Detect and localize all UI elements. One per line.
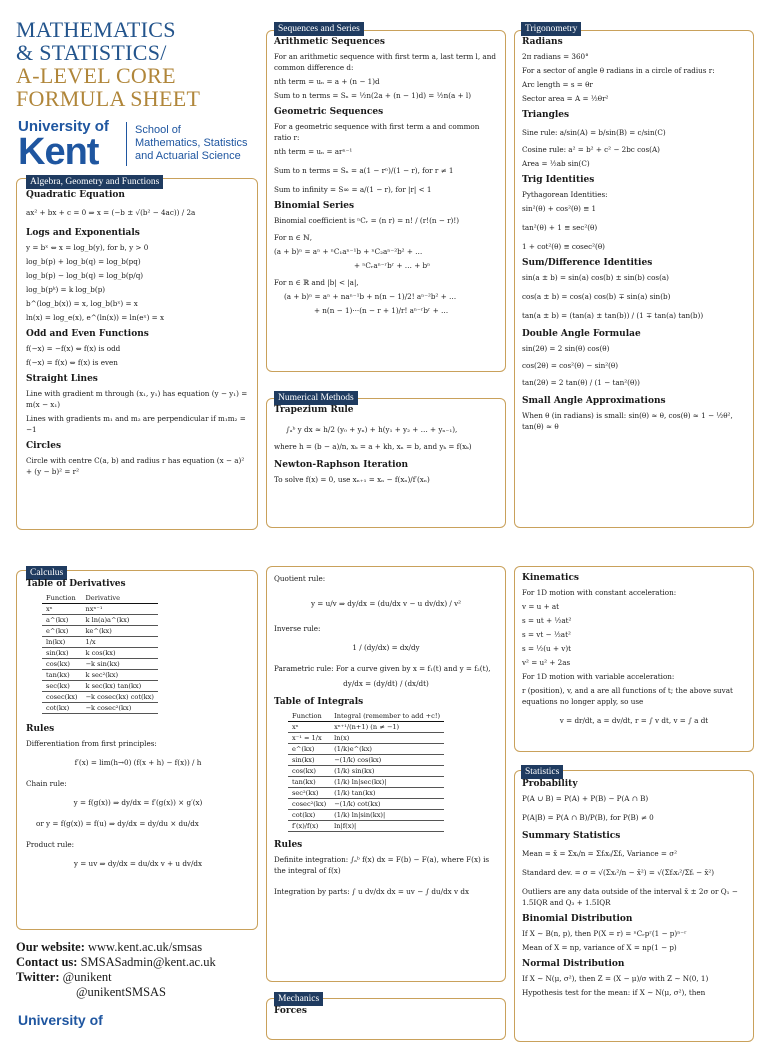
section-heading: Quadratic Equation xyxy=(26,190,125,200)
formula: Line with gradient m through (x₁, y₁) has equation (y − y₁) = m(x − x₁) xyxy=(26,389,248,409)
table-cell: k ln(a)a^(kx) xyxy=(82,615,158,626)
formula: y = bˣ ⇔ x = log_b(y), for b, y > 0 xyxy=(26,243,149,252)
formula: Cosine rule: a² = b² + c² − 2bc cos(A) xyxy=(522,145,660,154)
table-cell: ln(kx) xyxy=(42,637,82,648)
formula: Sum to n terms = Sₙ = ½n(2a + (n − 1)d) = ½n(a + l) xyxy=(274,91,471,100)
section-heading: Radians xyxy=(522,37,563,47)
formula: (a + b)ⁿ = aⁿ + ⁿC₁aⁿ⁻¹b + ⁿC₂aⁿ⁻²b² + … xyxy=(274,247,423,256)
formula: + n(n − 1)···(n − r + 1)/r! aⁿ⁻ʳbʳ + … xyxy=(314,306,449,315)
table-cell: x⁻¹ = 1/x xyxy=(288,733,330,744)
formula: Sine rule: a/sin(A) = b/sin(B) = c/sin(C) xyxy=(522,128,666,137)
page-title xyxy=(16,18,246,110)
formula: log_b(pᵏ) = k log_b(p) xyxy=(26,285,106,294)
formula: To solve f(x) = 0, use xₙ₊₁ = xₙ − f(xₙ)/f′(xₙ) xyxy=(274,475,430,484)
table-row xyxy=(42,703,158,714)
calculus-content xyxy=(26,579,250,877)
formula: sin²(θ) + cos²(θ) ≡ 1 xyxy=(522,204,597,213)
table-row xyxy=(42,670,158,681)
formula: Sum to n terms = Sₙ = a(1 − rⁿ)/(1 − r), for r ≠ 1 xyxy=(274,166,454,175)
formula: 1 + cot²(θ) ≡ cosec²(θ) xyxy=(522,242,605,251)
footer-logo: University of xyxy=(18,1012,103,1028)
table-cell: k cos(kx) xyxy=(82,648,158,659)
title-line: FORMULA SHEET xyxy=(16,86,201,111)
logo-divider xyxy=(126,122,127,166)
text: Differentiation from first principles: xyxy=(26,739,157,748)
text: For an arithmetic sequence with first term a, last term l, and common difference d: xyxy=(274,52,496,72)
text: For 1D motion with constant acceleration: xyxy=(522,588,677,597)
formula: Area = ½ab sin(C) xyxy=(522,159,590,168)
section-heading: Arithmetic Sequences xyxy=(274,37,385,47)
formula: f(−x) = −f(x) ⇔ f(x) is odd xyxy=(26,344,121,353)
table-cell: sin(kx) xyxy=(288,755,330,766)
table-cell: −(1/k) cot(kx) xyxy=(330,799,444,810)
text: Pythagorean Identities: xyxy=(522,190,608,199)
table-cell: cosec²(kx) xyxy=(288,799,330,810)
twitter-label: Twitter: xyxy=(16,970,60,984)
text: Quotient rule: xyxy=(274,574,326,583)
table-row xyxy=(42,637,158,648)
formula: dy/dx = (dy/dt) / (dx/dt) xyxy=(343,679,429,688)
table-cell: (1/k)e^(kx) xyxy=(330,744,444,755)
text: For a geometric sequence with first term a and common ratio r: xyxy=(274,122,480,142)
formula: v = dr/dt, a = dv/dt, r = ∫ v dt, v = ∫ a dt xyxy=(559,716,709,725)
section-heading: Rules xyxy=(274,840,303,850)
logo-school-name xyxy=(135,124,247,163)
formula: Sector area = A = ½θr² xyxy=(522,94,609,103)
formula: ax² + bx + c = 0 ⇒ x = (−b ± √(b² − 4ac)) / 2a xyxy=(26,208,196,217)
table-row xyxy=(288,744,444,755)
formula: sin(a ± b) = sin(a) cos(b) ± sin(b) cos(a) xyxy=(522,273,669,282)
formula: P(A ∪ B) = P(A) + P(B) − P(A ∩ B) xyxy=(522,794,649,803)
formula: tan(2θ) = 2 tan(θ) / (1 − tan²(θ)) xyxy=(522,378,640,387)
formula: y = u/v ⇒ dy/dx = (du/dx v − u dv/dx) / v² xyxy=(310,599,462,608)
formula: f′(x) = lim(h→0) (f(x + h) − f(x)) / h xyxy=(74,758,202,767)
table-row xyxy=(288,777,444,788)
formula: f(−x) = f(x) ⇔ f(x) is even xyxy=(26,358,118,367)
table-cell: ke^(kx) xyxy=(82,626,158,637)
section-heading: Newton-Raphson Iteration xyxy=(274,460,409,470)
table-cell: cos(kx) xyxy=(288,766,330,777)
section-heading: Table of Integrals xyxy=(274,697,364,707)
table-cell: (1/k) ln|sec(kx)| xyxy=(330,777,444,788)
table-row xyxy=(288,766,444,777)
formula: b^(log_b(x)) = x, log_b(bˣ) = x xyxy=(26,299,138,308)
table-cell: −k sin(kx) xyxy=(82,659,158,670)
formula: or y = f(g(x)) = f(u) ⇒ dy/dx = dy/du × du/dx xyxy=(36,819,199,828)
text: Hypothesis test for the mean: if X ∼ N(μ, σ²), then xyxy=(522,988,706,997)
section-heading: Probability xyxy=(522,779,578,789)
formula: s = ½(u + v)t xyxy=(522,644,572,653)
formula: Binomial coefficient is ⁿCᵣ = (n r) = n! / (r!(n − r)!) xyxy=(274,216,460,225)
section-heading: Odd and Even Functions xyxy=(26,329,149,339)
text: For a sector of angle θ radians in a circle of radius r: xyxy=(522,66,715,75)
table-row xyxy=(288,722,444,733)
website-label: Our website: xyxy=(16,940,85,954)
table-cell: f′(x)/f(x) xyxy=(288,821,330,832)
formula: s = ut + ½at² xyxy=(522,616,572,625)
formula: nth term = uₙ = a + (n − 1)d xyxy=(274,77,380,86)
twitter-link[interactable]: @unikentSMSAS xyxy=(76,985,167,999)
section-heading: Logs and Exponentials xyxy=(26,228,140,238)
formula: tan²(θ) + 1 ≡ sec²(θ) xyxy=(522,223,598,232)
formula: nth term = uₙ = arⁿ⁻¹ xyxy=(274,147,353,156)
table-row xyxy=(42,681,158,692)
title-line: & STATISTICS/ xyxy=(16,40,167,65)
section-heading: Table of Derivatives xyxy=(26,579,126,589)
table-cell: k sec²(kx) xyxy=(82,670,158,681)
formula: If X ∼ N(μ, σ²), then Z = (X − μ)/σ with Z ∼ N(0, 1) xyxy=(522,974,709,983)
table-cell: −k cosec(kx) cot(kx) xyxy=(82,692,158,703)
formula: Definite integration: ∫ₐᵇ f(x) dx = F(b) − F(a), where F(x) is the integral of f(x) xyxy=(274,855,490,875)
formula: + ⁿCᵣaⁿ⁻ʳbʳ + … + bⁿ xyxy=(354,261,431,270)
table-cell: ln(x) xyxy=(330,733,444,744)
logo-word-university: University of xyxy=(18,118,109,135)
table-cell: a^(kx) xyxy=(42,615,82,626)
text: For n ∈ ℕ, xyxy=(274,233,313,242)
table-row xyxy=(42,604,158,615)
table-cell: tan(kx) xyxy=(288,777,330,788)
table-cell: sec²(kx) xyxy=(288,788,330,799)
table-row xyxy=(288,788,444,799)
formula: tan(a ± b) = (tan(a) ± tan(b)) / (1 ∓ tan(a) tan(b)) xyxy=(522,311,704,320)
contact-block xyxy=(16,940,256,1000)
formula: ∫ₐᵇ y dx ≈ h/2 (y₀ + yₙ) + h(y₁ + y₂ + … + yₙ₋₁), xyxy=(286,425,458,434)
table-cell: ln|f(x)| xyxy=(330,821,444,832)
table-header: Function xyxy=(288,711,330,722)
table-header: Integral (remember to add +c!) xyxy=(330,711,444,722)
table-row xyxy=(42,648,158,659)
formula: log_b(p) − log_b(q) = log_b(p/q) xyxy=(26,271,144,280)
table-row xyxy=(42,659,158,670)
section-heading: Double Angle Formulae xyxy=(522,329,641,339)
section-heading: Sum/Difference Identities xyxy=(522,258,653,268)
formula: where h = (b − a)/n, xₖ = a + kh, xₙ = b, and yₖ = f(xₖ) xyxy=(274,442,472,451)
numerical-tab: Numerical Methods xyxy=(274,391,358,405)
mechanics-tab: Mechanics xyxy=(274,992,323,1006)
school-line: School of xyxy=(135,124,181,136)
sequences-tab: Sequences and Series xyxy=(274,22,364,36)
section-heading: Trapezium Rule xyxy=(274,405,354,415)
text: Outliers are any data outside of the interval x̄ ± 2σ or Q₁ − 1.5IQR and Q₃ + 1.5IQR xyxy=(522,887,738,907)
table-header: Derivative xyxy=(82,593,158,604)
table-row xyxy=(288,821,444,832)
formula: ln(x) = log_e(x), e^(ln(x)) = ln(eˣ) = x xyxy=(26,313,165,322)
table-row xyxy=(288,733,444,744)
table-header: Function xyxy=(42,593,82,604)
section-heading: Binomial Distribution xyxy=(522,914,633,924)
text: Inverse rule: xyxy=(274,624,321,633)
table-cell: −k cosec²(kx) xyxy=(82,703,158,714)
table-cell: e^(kx) xyxy=(42,626,82,637)
formula: sin(2θ) = 2 sin(θ) cos(θ) xyxy=(522,344,610,353)
table-cell: sin(kx) xyxy=(42,648,82,659)
calculus-tab: Calculus xyxy=(26,566,67,580)
table-cell: e^(kx) xyxy=(288,744,330,755)
numerical-content xyxy=(274,405,498,488)
formula: Standard dev. = σ = √(Σxᵢ²/n − x̄²) = √(Σfᵢxᵢ²/Σfᵢ − x̄²) xyxy=(522,868,715,877)
table-row xyxy=(42,626,158,637)
table-row xyxy=(42,692,158,703)
table-cell: (1/k) tan(kx) xyxy=(330,788,444,799)
table-cell: k sec(kx) tan(kx) xyxy=(82,681,158,692)
section-heading: Small Angle Approximations xyxy=(522,396,666,406)
table-cell: (1/k) ln|sin(kx)| xyxy=(330,810,444,821)
mechanics-content xyxy=(274,1006,498,1020)
table-cell: cosec(kx) xyxy=(42,692,82,703)
formula: Circle with centre C(a, b) and radius r has equation (x − a)² + (y − b)² = r² xyxy=(26,456,245,476)
table-cell: cos(kx) xyxy=(42,659,82,670)
section-heading: Summary Statistics xyxy=(522,831,621,841)
formula: Sum to infinity = S∞ = a/(1 − r), for |r| < 1 xyxy=(274,185,432,194)
formula: y = uv ⇒ dy/dx = du/dx v + u dv/dx xyxy=(73,859,203,868)
website-link[interactable]: www.kent.ac.uk/smsas xyxy=(88,940,203,954)
twitter-link[interactable]: @unikent xyxy=(62,970,112,984)
section-heading: Trig Identities xyxy=(522,175,595,185)
derivatives-table xyxy=(42,593,158,714)
section-heading: Triangles xyxy=(522,110,570,120)
school-line: and Actuarial Science xyxy=(135,150,241,162)
section-heading: Geometric Sequences xyxy=(274,107,384,117)
formula: s = vt − ½at² xyxy=(522,630,571,639)
formula: If X ∼ B(n, p), then P(X = r) = ⁿCᵣpʳ(1 − p)ⁿ⁻ʳ xyxy=(522,929,687,938)
formula: Mean = x̄ = Σxᵢ/n = Σfᵢxᵢ/Σfᵢ, Variance = σ² xyxy=(522,849,677,858)
formula: (a + b)ⁿ = aⁿ + naⁿ⁻¹b + n(n − 1)/2! aⁿ⁻²b² + … xyxy=(284,292,457,301)
formula: v² = u² + 2as xyxy=(522,658,571,667)
text: Chain rule: xyxy=(26,779,67,788)
calculus-content-continued xyxy=(274,573,498,900)
title-line: MATHEMATICS xyxy=(16,17,176,42)
table-cell: tan(kx) xyxy=(42,670,82,681)
formula: log_b(p) + log_b(q) = log_b(pq) xyxy=(26,257,141,266)
logo-word-kent: Kent xyxy=(18,131,99,173)
contact-label: Contact us: xyxy=(16,955,78,969)
formula: When θ (in radians) is small: sin(θ) ≈ θ, cos(θ) ≈ 1 − ½θ², tan(θ) ≈ θ xyxy=(522,411,733,431)
school-line: Mathematics, Statistics xyxy=(135,137,248,149)
section-heading: Rules xyxy=(26,724,55,734)
formula: y = f(g(x)) ⇒ dy/dx = f′(g(x)) × g′(x) xyxy=(73,798,203,807)
formula: cos(a ± b) = cos(a) cos(b) ∓ sin(a) sin(b) xyxy=(522,292,671,301)
statistics-content xyxy=(522,779,746,1001)
table-row xyxy=(288,810,444,821)
formula: 1 / (dy/dx) = dx/dy xyxy=(352,643,420,652)
table-cell: −(1/k) cos(kx) xyxy=(330,755,444,766)
university-logo xyxy=(18,118,248,173)
formula: P(A|B) = P(A ∩ B)/P(B), for P(B) ≠ 0 xyxy=(522,813,654,822)
section-heading: Circles xyxy=(26,441,62,451)
section-heading: Binomial Series xyxy=(274,201,355,211)
formula: Integration by parts: ∫ u dv/dx dx = uv − ∫ du/dx v dx xyxy=(274,887,470,896)
table-row xyxy=(42,615,158,626)
formula: Mean of X = np, variance of X = np(1 − p) xyxy=(522,943,677,952)
formula: Lines with gradients m₁ and m₂ are perpendicular if m₁m₂ = −1 xyxy=(26,414,246,434)
formula: v = u + at xyxy=(522,602,560,611)
section-heading: Kinematics xyxy=(522,573,579,583)
table-cell: (1/k) sin(kx) xyxy=(330,766,444,777)
email-link[interactable]: SMSASadmin@kent.ac.uk xyxy=(80,955,216,969)
formula: Arc length = s = θr xyxy=(522,80,593,89)
statistics-tab: Statistics xyxy=(521,765,563,779)
section-heading: Straight Lines xyxy=(26,374,98,384)
table-cell: nxⁿ⁻¹ xyxy=(82,604,158,615)
table-row xyxy=(288,755,444,766)
text: For 1D motion with variable acceleration: xyxy=(522,672,675,681)
table-cell: xⁿ xyxy=(42,604,82,615)
formula: cos(2θ) = cos²(θ) − sin²(θ) xyxy=(522,361,619,370)
table-cell: xⁿ⁺¹/(n+1) (n ≠ −1) xyxy=(330,722,444,733)
table-cell: cot(kx) xyxy=(42,703,82,714)
title-line: A-LEVEL CORE xyxy=(16,63,176,88)
table-cell: cot(kx) xyxy=(288,810,330,821)
algebra-content xyxy=(26,190,248,480)
section-heading: Normal Distribution xyxy=(522,959,625,969)
table-row xyxy=(288,799,444,810)
table-cell: 1/x xyxy=(82,637,158,648)
section-heading: Forces xyxy=(274,1006,307,1016)
table-cell: sec(kx) xyxy=(42,681,82,692)
text: For n ∈ ℝ and |b| < |a|, xyxy=(274,278,359,287)
integrals-table xyxy=(288,711,444,832)
trig-tab: Trigonometry xyxy=(521,22,581,36)
table-cell: xⁿ xyxy=(288,722,330,733)
trig-content xyxy=(522,37,746,435)
formula: 2π radians = 360° xyxy=(522,52,589,61)
sequences-content xyxy=(274,37,498,319)
text: Parametric rule: For a curve given by x = f₁(t) and y = f₂(t), xyxy=(274,664,491,673)
text: Product rule: xyxy=(26,840,75,849)
kinematics-content xyxy=(522,573,746,729)
text: r (position), v, and a are all functions of t; the above suvat equations no longer apply, so use xyxy=(522,686,733,706)
algebra-tab: Algebra, Geometry and Functions xyxy=(26,175,163,189)
